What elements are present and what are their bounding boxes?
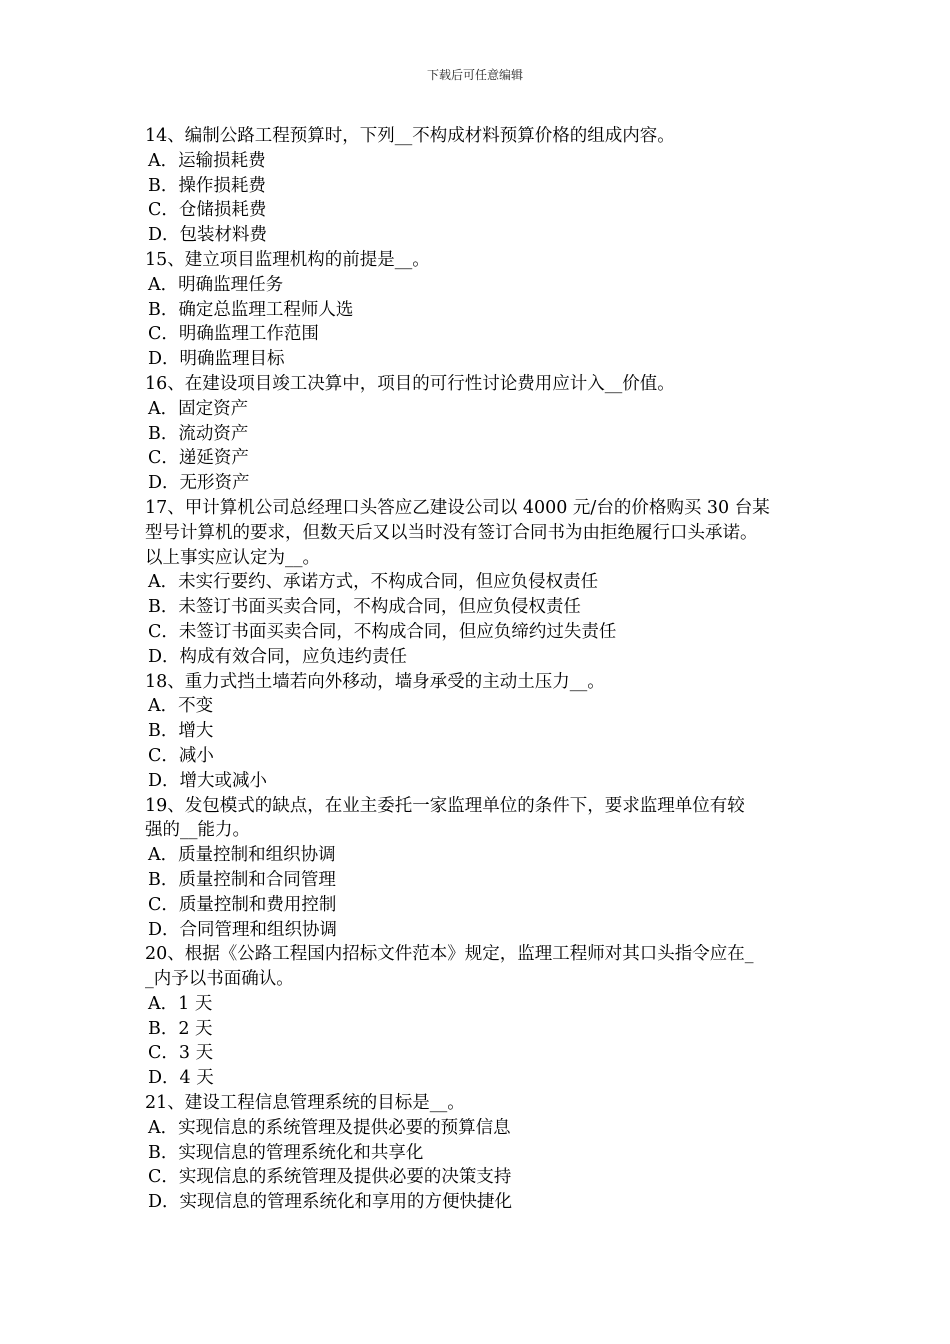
question-text: 17、甲计算机公司总经理口头答应乙建设公司以 4000 元/台的价格购买 30 台某 <box>145 497 770 518</box>
question-block <box>145 496 825 670</box>
answer-option: A．质量控制和组织协调 <box>148 845 336 866</box>
question-text: 15、建立项目监理机构的前提是__。 <box>145 249 430 270</box>
question-block <box>145 124 825 248</box>
answer-option: B．流动资产 <box>148 423 249 444</box>
answer-option: A．1 天 <box>148 993 213 1014</box>
question-text: 14、编制公路工程预算时，下列__不构成材料预算价格的组成内容。 <box>145 126 675 146</box>
answer-option: C．未签订书面买卖合同，不构成合同，但应负缔约过失责任 <box>148 621 617 642</box>
answer-option: D．无形资产 <box>148 473 250 494</box>
answer-option: C．质量控制和费用控制 <box>148 894 337 915</box>
answer-option: D．构成有效合同，应负违约责任 <box>148 646 408 667</box>
answer-option: B．确定总监理工程师人选 <box>148 299 354 320</box>
answer-option: A．未实行要约、承诺方式，不构成合同，但应负侵权责任 <box>148 572 599 593</box>
answer-option: B．质量控制和合同管理 <box>148 869 336 890</box>
question-text: 21、建设工程信息管理系统的目标是__。 <box>145 1093 465 1114</box>
answer-option: A．运输损耗费 <box>148 150 266 171</box>
answer-option: A．实现信息的系统管理及提供必要的预算信息 <box>148 1117 511 1138</box>
question-text: 型号计算机的要求，但数天后又以当时没有签订合同书为由拒绝履行口头承诺。 <box>145 522 758 543</box>
answer-option: A．明确监理任务 <box>148 274 284 295</box>
question-block <box>145 248 825 372</box>
answer-option: A．固定资产 <box>148 398 249 419</box>
answer-option: B．2 天 <box>148 1018 213 1039</box>
answer-option: A．不变 <box>148 696 214 717</box>
answer-option: B．实现信息的管理系统化和共享化 <box>148 1142 424 1163</box>
answer-option: B．增大 <box>148 721 214 742</box>
answer-option: C．递延资产 <box>148 448 249 469</box>
answer-option: D．包装材料费 <box>148 225 268 246</box>
answer-option: C．明确监理工作范围 <box>148 324 319 345</box>
answer-option: D．4 天 <box>148 1068 214 1089</box>
question-text: 16、在建设项目竣工决算中，项目的可行性讨论费用应计入__价值。 <box>145 373 675 394</box>
question-text: 强的__能力。 <box>145 820 250 841</box>
question-block <box>145 372 825 496</box>
answer-option: D．增大或减小 <box>148 770 268 791</box>
answer-option: C．仓储损耗费 <box>148 200 267 221</box>
page-header: 下载后可任意编辑 <box>426 68 523 82</box>
question-block <box>145 794 825 943</box>
answer-option: C．实现信息的系统管理及提供必要的决策支持 <box>148 1167 512 1188</box>
question-text: 以上事实应认定为__。 <box>145 547 320 568</box>
answer-option: D．合同管理和组织协调 <box>148 919 338 940</box>
question-block <box>145 1091 825 1215</box>
question-list <box>145 124 825 1215</box>
question-text: 19、发包模式的缺点，在业主委托一家监理单位的条件下，要求监理单位有较 <box>145 795 745 816</box>
question-block <box>145 670 825 794</box>
question-text: _内予以书面确认。 <box>145 969 294 990</box>
answer-option: B．操作损耗费 <box>148 175 266 196</box>
question-block <box>145 942 825 1091</box>
answer-option: D．实现信息的管理系统化和享用的方便快捷化 <box>148 1192 513 1213</box>
answer-option: C．3 天 <box>148 1043 214 1064</box>
answer-option: D．明确监理目标 <box>148 349 285 370</box>
question-text: 18、重力式挡土墙若向外移动，墙身承受的主动土压力__。 <box>145 671 605 692</box>
answer-option: C．减小 <box>148 745 214 766</box>
answer-option: B．未签订书面买卖合同，不构成合同，但应负侵权责任 <box>148 597 581 618</box>
question-text: 20、根据《公路工程国内招标文件范本》规定，监理工程师对其口头指令应在_ <box>145 944 754 965</box>
